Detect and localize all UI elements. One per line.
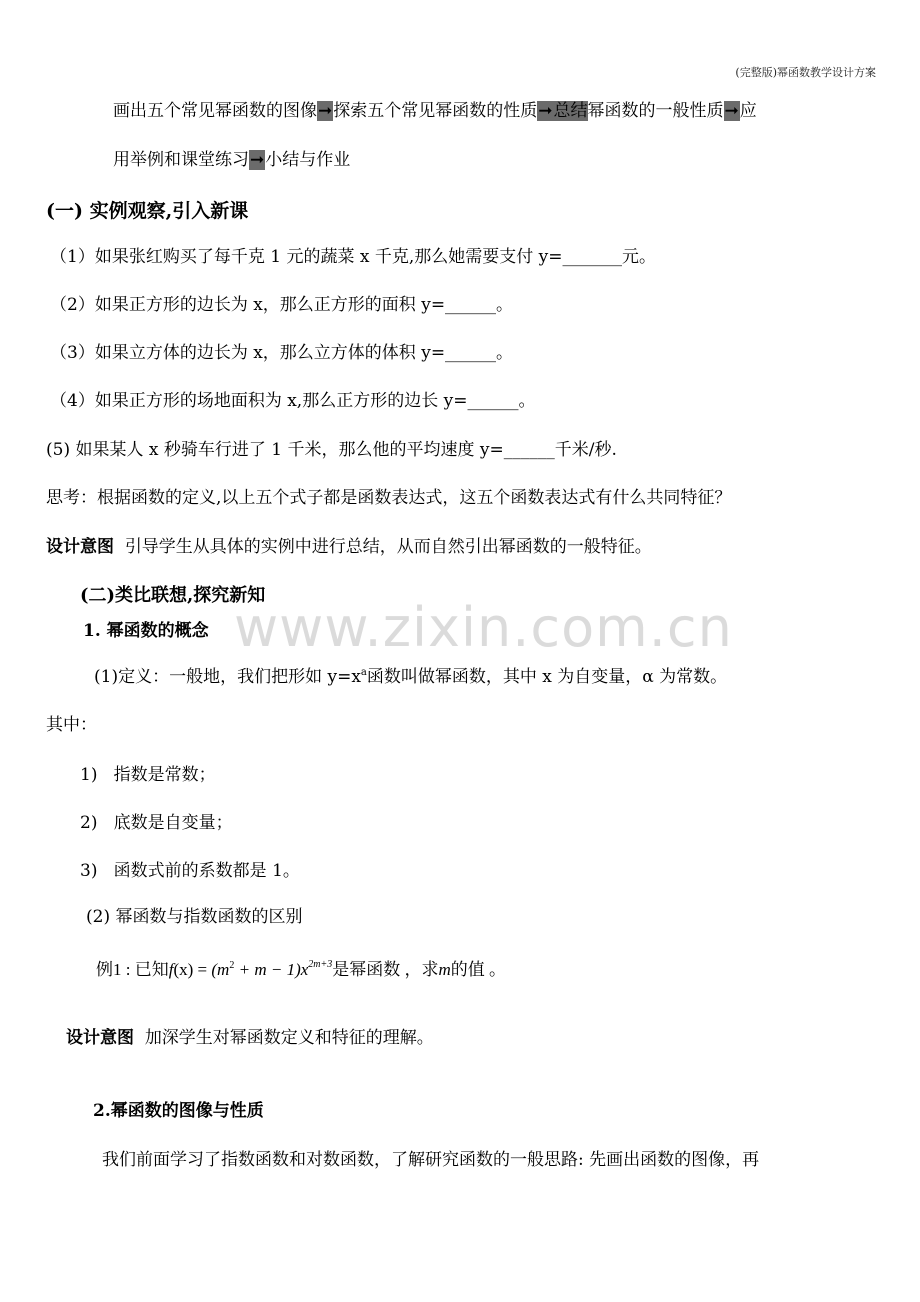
design-intent-1 xyxy=(46,535,652,559)
point-item xyxy=(80,859,300,883)
power-exponent: 2m+3 xyxy=(308,959,333,970)
definition-prefix: (1)定义：一般地，我们把形如 y=x xyxy=(94,667,361,687)
design-intent-2 xyxy=(66,1026,434,1050)
example-prefix: 例1 : 已知 xyxy=(96,960,169,979)
among-label: 其中： xyxy=(46,715,97,735)
arrow-icon: ➞ xyxy=(724,101,739,121)
flow-step-1: 画出五个常见幂函数的图像 xyxy=(113,101,317,121)
arrow-icon: ➞ xyxy=(250,150,265,170)
point-item xyxy=(80,763,216,787)
definition-suffix: 函数叫做幂函数，其中 x 为自变量，α 为常数。 xyxy=(366,667,728,687)
example-formula xyxy=(96,953,506,982)
flow-step-2: 探索五个常见幂函数的性质 xyxy=(333,101,538,121)
function-arg: (x) = xyxy=(173,960,212,979)
point-text: 函数式前的系数都是 1。 xyxy=(113,861,300,881)
function-symbol: f xyxy=(168,960,174,979)
coef-rest: + m − 1)x xyxy=(234,960,309,979)
coef-open: (m xyxy=(211,960,230,979)
flow-step-5-start: 应 xyxy=(739,101,757,121)
point-text: 指数是常数； xyxy=(113,765,216,785)
arrow-icon: ➞ xyxy=(538,101,553,121)
definition xyxy=(94,661,727,689)
point-number: 3) xyxy=(80,861,98,881)
page-header: (完整版)幂函数教学设计方案 xyxy=(735,66,876,79)
example-item: （3）如果立方体的边长为 x，那么立方体的体积 y=______。 xyxy=(50,343,514,363)
example-suffix: 是幂函数 ，求 xyxy=(332,960,439,979)
think-question: 思考：根据函数的定义,以上五个式子都是函数表达式，这五个函数表达式有什么共同特征？ xyxy=(46,488,732,508)
design-intent-text: 加深学生对幂函数定义和特征的理解。 xyxy=(144,1028,434,1048)
subsection-2-title: 2.幂函数的图像与性质 xyxy=(93,1101,264,1121)
flow-step-4: 幂函数的一般性质 xyxy=(587,101,724,121)
flow-step-5-rest: 用举例和课堂练习 xyxy=(113,150,249,170)
flow-step-6: 小结与作业 xyxy=(265,150,351,170)
watermark: www.zixin.com.cn xyxy=(234,596,733,659)
section-1-title: (一) 实例观察,引入新课 xyxy=(46,200,249,222)
example-end: 的值 。 xyxy=(450,960,507,979)
arrow-icon: ➞ xyxy=(318,101,333,121)
point-item xyxy=(80,811,233,835)
subsection-1-title: 1. 幂函数的概念 xyxy=(83,621,209,641)
flow-line-1 xyxy=(113,99,757,123)
definition-exponent: a xyxy=(360,667,367,678)
point-number: 1) xyxy=(80,765,98,785)
square-exponent: 2 xyxy=(229,960,235,971)
point-text: 底数是自变量； xyxy=(113,813,233,833)
flow-line-2 xyxy=(113,148,350,172)
example-item: （2）如果正方形的边长为 x，那么正方形的面积 y=______。 xyxy=(50,295,514,315)
design-intent-label: 设计意图 xyxy=(46,537,114,557)
example-item: （1）如果张红购买了每千克 1 元的蔬菜 x 千克,那么她需要支付 y=_______元。 xyxy=(50,247,656,267)
variable-m: m xyxy=(438,960,451,979)
example-item: (5) 如果某人 x 秒骑车行进了 1 千米，那么他的平均速度 y=______千米/秒. xyxy=(46,440,617,460)
section-2-title: (二)类比联想,探究新知 xyxy=(80,585,266,606)
body-paragraph: 我们前面学习了指数函数和对数函数，了解研究函数的一般思路: 先画出函数的图像，再 xyxy=(102,1150,760,1170)
flow-step-3-highlight: 总结 xyxy=(553,101,588,121)
design-intent-label: 设计意图 xyxy=(66,1028,134,1048)
design-intent-text: 引导学生从具体的实例中进行总结，从而自然引出幂函数的一般特征。 xyxy=(124,537,652,557)
example-item: （4）如果正方形的场地面积为 x,那么正方形的边长 y=______。 xyxy=(50,391,536,411)
point-number: 2) xyxy=(80,813,98,833)
difference-heading: (2) 幂函数与指数函数的区别 xyxy=(86,907,303,927)
